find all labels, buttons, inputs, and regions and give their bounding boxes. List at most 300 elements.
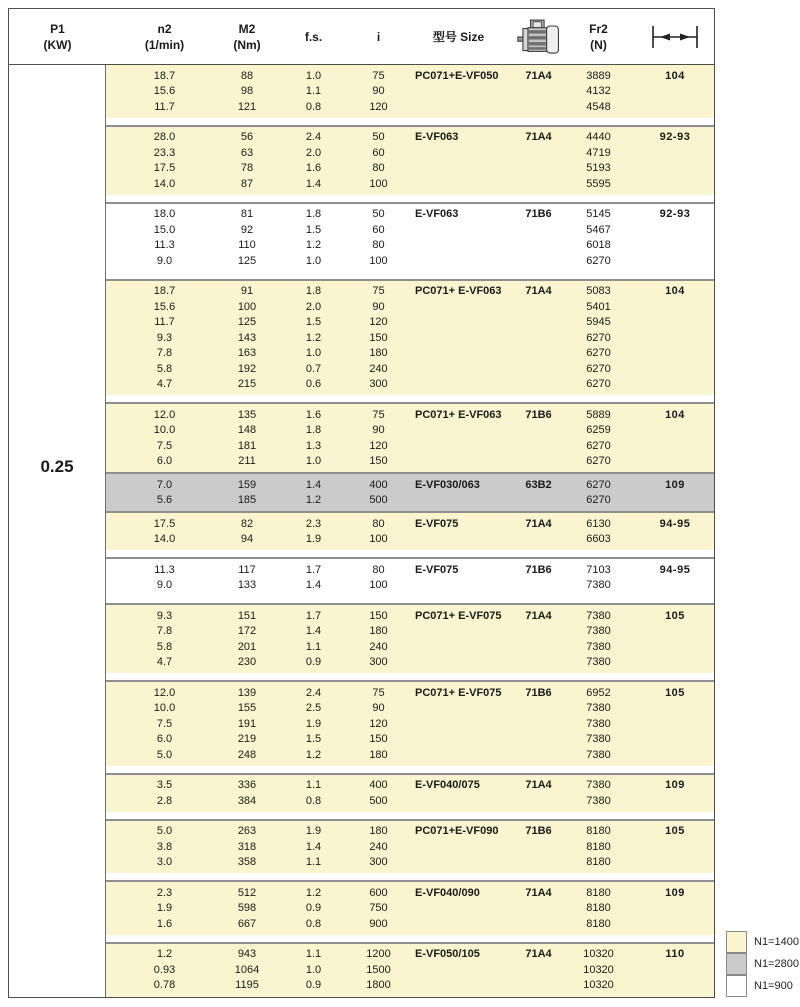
m2-value: 163: [237, 347, 257, 360]
model-name: E-VF040/090: [415, 886, 480, 899]
fr2-value: 6018: [586, 239, 611, 252]
i-ratio-value: 150: [369, 733, 388, 746]
model-name: E-VF050/105: [415, 948, 480, 961]
fr2-value: 10320: [583, 948, 614, 961]
table-row: [106, 99, 714, 115]
table-header-row: [9, 9, 714, 65]
i-ratio-value: 75: [372, 686, 385, 699]
motor-frame: 71B6: [525, 825, 552, 838]
fr2-value: 7380: [586, 656, 611, 669]
n2-value: 2.3: [156, 886, 173, 899]
motor-frame: 71A4: [525, 131, 552, 144]
m2-value: 94: [240, 533, 254, 546]
fs-value: 1.2: [305, 239, 322, 252]
fs-value: 1.6: [305, 408, 322, 421]
fs-value: 2.5: [305, 702, 322, 715]
i-ratio-value: 100: [369, 533, 388, 546]
fs-value: 1.9: [305, 717, 322, 730]
fs-value: 1.0: [305, 347, 322, 360]
table-row: [106, 824, 714, 840]
n2-value: 9.3: [156, 609, 173, 622]
n2-value: 9.0: [156, 579, 173, 592]
table-row: [106, 330, 714, 346]
rating-block: [106, 474, 714, 511]
fr2-value: 7380: [586, 794, 611, 807]
fs-value: 1.2: [305, 886, 322, 899]
table-row: [106, 947, 714, 963]
fr2-value: 6270: [586, 347, 611, 360]
fs-value: 1.2: [305, 748, 322, 761]
table-row: [106, 454, 714, 470]
motor-frame: 71A4: [525, 779, 552, 792]
n2-value: 3.5: [156, 779, 173, 792]
fs-value: 0.8: [305, 100, 322, 113]
n2-value: 18.7: [153, 69, 176, 82]
m2-value: 100: [237, 300, 257, 313]
i-ratio-value: 75: [372, 408, 385, 421]
n2-value: 12.0: [153, 408, 176, 421]
m2-value: 56: [240, 131, 254, 144]
table-row: [106, 253, 714, 269]
fs-value: 2.0: [305, 146, 322, 159]
header-m2: [223, 21, 271, 53]
header-m2-line1: M2: [238, 21, 256, 36]
header-n2-line2: (1/min): [144, 37, 185, 52]
fs-value: 1.9: [305, 825, 322, 838]
i-ratio-value: 180: [369, 625, 388, 638]
m2-value: 943: [237, 948, 257, 961]
m2-value: 172: [237, 625, 257, 638]
motor-frame: 71B6: [525, 408, 552, 421]
i-ratio-value: 750: [369, 902, 388, 915]
m2-value: 185: [237, 494, 257, 507]
fr2-value: 5193: [586, 162, 611, 175]
m2-value: 63: [240, 146, 254, 159]
table-row: [106, 701, 714, 717]
fr2-value: 6270: [586, 362, 611, 375]
fr2-value: 8180: [586, 825, 611, 838]
n2-value: 11.7: [154, 100, 175, 113]
n2-value: 0.78: [153, 979, 176, 992]
m2-value: 81: [240, 208, 254, 221]
m2-value: 98: [240, 85, 254, 98]
fr2-value: 5595: [586, 177, 611, 190]
n2-value: 0.93: [153, 963, 176, 976]
i-ratio-value: 120: [369, 100, 388, 113]
fs-value: 1.1: [305, 85, 322, 98]
i-ratio-value: 80: [372, 162, 385, 175]
fs-value: 1.4: [305, 478, 322, 491]
block-separator: [106, 673, 714, 682]
n2-value: 5.0: [156, 748, 173, 761]
i-ratio-value: 100: [369, 579, 388, 592]
m2-value: 384: [237, 794, 257, 807]
n2-value: 11.3: [154, 239, 175, 252]
m2-value: 125: [237, 254, 257, 267]
legend-item: [726, 975, 799, 997]
model-name: E-VF030/063: [415, 478, 480, 491]
m2-value: 125: [237, 316, 257, 329]
fs-value: 1.1: [305, 856, 322, 869]
fs-value: 1.0: [305, 455, 322, 468]
table-row: [106, 68, 714, 84]
fr2-value: 6259: [586, 424, 611, 437]
fr2-value: 5467: [586, 223, 611, 236]
fr2-value: 8180: [586, 917, 611, 930]
fr2-value: 5145: [586, 208, 611, 221]
page-ref: 104: [665, 285, 685, 298]
fr2-value: 7380: [586, 779, 611, 792]
m2-value: 263: [237, 825, 257, 838]
fr2-value: 8180: [586, 840, 611, 853]
m2-value: 148: [237, 424, 257, 437]
i-ratio-value: 300: [369, 656, 388, 669]
header-fr2: [561, 21, 636, 53]
fr2-value: 6952: [586, 686, 611, 699]
width-dimension-icon: [636, 22, 714, 52]
n2-value: 5.8: [156, 640, 173, 653]
fs-value: 1.4: [305, 840, 322, 853]
fr2-value: 8180: [586, 856, 611, 869]
m2-value: 215: [237, 378, 257, 391]
rating-block: [106, 127, 714, 195]
fs-value: 1.8: [305, 285, 322, 298]
n2-value: 15.6: [153, 85, 176, 98]
page-ref: 105: [665, 609, 685, 622]
p1-column: [9, 65, 106, 997]
i-ratio-value: 80: [372, 517, 385, 530]
m2-value: 87: [240, 177, 254, 190]
table-row: [106, 161, 714, 177]
block-separator: [106, 596, 714, 605]
table-row: [106, 423, 714, 439]
fs-value: 1.5: [305, 316, 322, 329]
p1-power-value: 0.25: [40, 457, 74, 476]
n2-value: 6.0: [156, 733, 173, 746]
m2-value: 159: [237, 478, 257, 491]
data-blocks: [106, 65, 714, 997]
fr2-value: 4719: [586, 146, 611, 159]
motor-frame: 71A4: [525, 886, 552, 899]
n2-value: 5.8: [156, 362, 173, 375]
fr2-value: 7380: [586, 733, 611, 746]
i-ratio-value: 75: [372, 69, 385, 82]
table-row: [106, 855, 714, 871]
table-row: [106, 716, 714, 732]
fs-value: 0.9: [305, 979, 322, 992]
i-ratio-value: 900: [369, 917, 388, 930]
fs-value: 2.4: [305, 686, 322, 699]
fs-value: 1.0: [305, 963, 322, 976]
i-ratio-value: 240: [369, 362, 388, 375]
motor-frame: 71A4: [525, 517, 552, 530]
rating-block: [106, 65, 714, 118]
i-ratio-value: 50: [372, 208, 385, 221]
fs-value: 1.8: [305, 424, 322, 437]
m2-value: 667: [237, 917, 257, 930]
n2-value: 18.0: [153, 208, 176, 221]
fs-value: 1.7: [305, 563, 322, 576]
n2-value: 12.0: [153, 686, 176, 699]
motor-frame: 71B6: [525, 686, 552, 699]
i-ratio-value: 90: [372, 85, 385, 98]
n2-value: 3.8: [156, 840, 173, 853]
n2-value: 9.3: [156, 331, 173, 344]
i-ratio-value: 150: [369, 331, 388, 344]
i-ratio-value: 120: [369, 717, 388, 730]
table-row: [106, 978, 714, 994]
fr2-value: 4132: [586, 85, 611, 98]
fs-value: 1.6: [305, 162, 322, 175]
m2-value: 181: [237, 439, 257, 452]
fr2-value: 7380: [586, 640, 611, 653]
table-row: [106, 407, 714, 423]
i-ratio-value: 500: [369, 794, 388, 807]
m2-value: 201: [237, 640, 257, 653]
m2-value: 191: [237, 717, 257, 730]
i-ratio-value: 150: [369, 609, 388, 622]
motor-frame: 71A4: [525, 69, 552, 82]
block-separator: [106, 766, 714, 775]
table-row: [106, 438, 714, 454]
n2-value: 7.8: [156, 347, 173, 360]
fs-value: 0.8: [305, 794, 322, 807]
m2-value: 92: [240, 223, 254, 236]
m2-value: 135: [237, 408, 257, 421]
page-ref: 92-93: [659, 208, 691, 221]
n2-value: 3.0: [156, 856, 173, 869]
fs-value: 1.4: [305, 177, 322, 190]
fr2-value: 6270: [586, 439, 611, 452]
header-fr2-line2: (N): [590, 37, 607, 52]
n2-value: 5.0: [156, 825, 173, 838]
table-row: [106, 315, 714, 331]
fr2-value: 8180: [586, 902, 611, 915]
table-row: [106, 778, 714, 794]
legend-swatch-n1-1400: [726, 931, 747, 953]
table-row: [106, 732, 714, 748]
i-ratio-value: 100: [369, 254, 388, 267]
fs-value: 1.4: [305, 625, 322, 638]
legend-item: [726, 931, 799, 953]
i-ratio-value: 100: [369, 177, 388, 190]
n2-value: 15.6: [153, 300, 176, 313]
n2-value: 4.7: [156, 378, 173, 391]
n2-value: 1.2: [156, 948, 173, 961]
i-ratio-value: 60: [372, 146, 385, 159]
model-name: E-VF075: [415, 563, 459, 576]
n2-value: 11.3: [154, 563, 175, 576]
i-ratio-value: 240: [369, 640, 388, 653]
page-ref: 109: [665, 886, 685, 899]
i-ratio-value: 400: [369, 478, 388, 491]
table-row: [106, 793, 714, 809]
header-fr2-line1: Fr2: [589, 21, 608, 36]
fr2-value: 6270: [586, 455, 611, 468]
motor-icon: [516, 18, 561, 56]
i-ratio-value: 1800: [366, 979, 391, 992]
model-name: PC071+ E-VF063: [415, 285, 502, 298]
model-name: E-VF063: [415, 208, 459, 221]
n2-value: 14.0: [153, 177, 176, 190]
table-row: [106, 493, 714, 509]
fr2-value: 4440: [586, 131, 611, 144]
block-separator: [106, 195, 714, 204]
i-ratio-value: 75: [372, 285, 385, 298]
header-size: 型号 Size: [432, 29, 485, 44]
n2-value: 18.7: [153, 285, 176, 298]
i-ratio-value: 600: [369, 886, 388, 899]
page-ref: 94-95: [659, 563, 691, 576]
m2-value: 358: [237, 856, 257, 869]
fs-value: 1.9: [305, 533, 322, 546]
rating-block: [106, 882, 714, 935]
page-ref: 109: [665, 478, 685, 491]
n2-value: 6.0: [156, 455, 173, 468]
n2-value: 7.8: [156, 625, 173, 638]
table-row: [106, 685, 714, 701]
fs-value: 2.0: [305, 300, 322, 313]
m2-value: 155: [237, 702, 257, 715]
i-ratio-value: 240: [369, 840, 388, 853]
i-ratio-value: 60: [372, 223, 385, 236]
fs-value: 1.5: [305, 733, 322, 746]
m2-value: 1064: [234, 963, 260, 976]
n2-value: 17.5: [153, 162, 176, 175]
table-row: [106, 516, 714, 532]
fs-value: 1.1: [305, 640, 322, 653]
fr2-value: 10320: [583, 963, 614, 976]
i-ratio-value: 90: [372, 424, 385, 437]
motor-frame: 63B2: [525, 478, 552, 491]
motor-frame: 71A4: [525, 609, 552, 622]
n2-value: 11.7: [154, 316, 175, 329]
table-row: [106, 562, 714, 578]
rating-block: [106, 944, 714, 998]
fr2-value: 7103: [586, 563, 611, 576]
header-n2-line1: n2: [157, 21, 172, 36]
i-ratio-value: 300: [369, 856, 388, 869]
legend-label: N1=2800: [754, 958, 799, 970]
fr2-value: 7380: [586, 579, 611, 592]
block-separator: [106, 935, 714, 944]
fs-value: 1.2: [305, 331, 322, 344]
legend-label: N1=900: [754, 980, 793, 992]
legend-item: [726, 953, 799, 975]
n2-value: 7.5: [156, 439, 173, 452]
table-row: [106, 578, 714, 594]
rating-block: [106, 821, 714, 874]
i-ratio-value: 300: [369, 378, 388, 391]
m2-value: 121: [237, 100, 257, 113]
fr2-value: 5401: [586, 300, 611, 313]
n2-value: 23.3: [153, 146, 176, 159]
legend-label: N1=1400: [754, 936, 799, 948]
n2-value: 7.5: [156, 717, 173, 730]
table-row: [106, 207, 714, 223]
table-row: [106, 346, 714, 362]
m2-value: 598: [237, 902, 257, 915]
fs-value: 1.5: [305, 223, 322, 236]
table-row: [106, 377, 714, 393]
model-name: E-VF075: [415, 517, 459, 530]
fs-value: 2.4: [305, 131, 322, 144]
block-separator: [106, 812, 714, 821]
fr2-value: 7380: [586, 702, 611, 715]
fr2-value: 6130: [586, 517, 611, 530]
ratings-table: [8, 8, 715, 998]
header-n2: [106, 21, 223, 53]
fr2-value: 5083: [586, 285, 611, 298]
page-ref: 109: [665, 779, 685, 792]
table-row: [106, 130, 714, 146]
legend-swatch-n1-900: [726, 975, 747, 997]
block-separator: [106, 272, 714, 281]
table-row: [106, 962, 714, 978]
n2-value: 17.5: [153, 517, 176, 530]
motor-frame: 71A4: [525, 285, 552, 298]
rating-block: [106, 513, 714, 550]
table-row: [106, 885, 714, 901]
fr2-value: 6270: [586, 378, 611, 391]
n2-value: 28.0: [153, 131, 176, 144]
speed-legend: [726, 931, 799, 997]
m2-value: 1195: [235, 979, 259, 992]
table-row: [106, 608, 714, 624]
i-ratio-value: 180: [369, 347, 388, 360]
n2-value: 2.8: [156, 794, 173, 807]
fs-value: 1.1: [305, 948, 322, 961]
m2-value: 318: [237, 840, 257, 853]
rating-block: [106, 281, 714, 396]
fs-value: 0.8: [305, 917, 322, 930]
m2-value: 88: [240, 69, 254, 82]
i-ratio-value: 180: [369, 825, 388, 838]
m2-value: 211: [238, 455, 256, 468]
i-ratio-value: 150: [369, 455, 388, 468]
page-ref: 105: [665, 825, 685, 838]
table-row: [106, 222, 714, 238]
n2-value: 5.6: [156, 494, 173, 507]
block-separator: [106, 118, 714, 127]
fr2-value: 6270: [586, 331, 611, 344]
m2-value: 110: [238, 239, 256, 252]
n2-value: 14.0: [153, 533, 176, 546]
fs-value: 0.9: [305, 656, 322, 669]
header-m2-line2: (Nm): [233, 37, 261, 52]
i-ratio-value: 80: [372, 239, 385, 252]
fr2-value: 3889: [586, 69, 611, 82]
i-ratio-value: 90: [372, 300, 385, 313]
fr2-value: 6270: [586, 254, 611, 267]
table-row: [106, 361, 714, 377]
fs-value: 1.1: [305, 779, 322, 792]
m2-value: 133: [237, 579, 257, 592]
model-name: E-VF040/075: [415, 779, 480, 792]
n2-value: 7.0: [156, 478, 173, 491]
i-ratio-value: 120: [369, 316, 388, 329]
table-row: [106, 532, 714, 548]
motor-frame: 71B6: [525, 208, 552, 221]
i-ratio-value: 90: [372, 702, 385, 715]
table-row: [106, 639, 714, 655]
fs-value: 1.7: [305, 609, 322, 622]
m2-value: 512: [237, 886, 257, 899]
m2-value: 192: [237, 362, 257, 375]
table-row: [106, 901, 714, 917]
fs-value: 2.3: [305, 517, 322, 530]
fs-value: 0.9: [305, 902, 322, 915]
